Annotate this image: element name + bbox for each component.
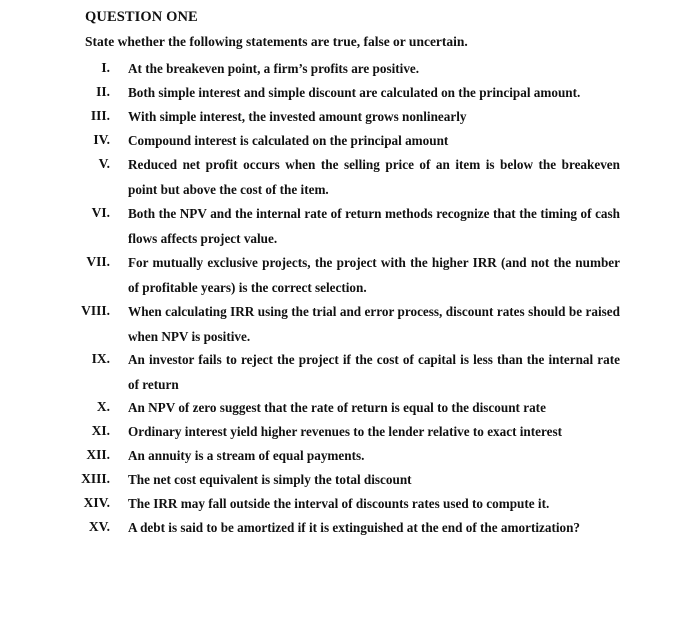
item-numeral: X. — [96, 399, 110, 414]
item-numeral: IV. — [93, 132, 110, 147]
item-text: Both simple interest and simple discount are calculated on the principal amount. — [128, 85, 581, 100]
item-numeral: XIV. — [83, 495, 110, 510]
item-numeral: XV. — [88, 519, 110, 534]
item-text: Ordinary interest yield higher revenues to the lender relative to exact interest — [128, 424, 563, 439]
item-text: Reduced net profit occurs when the selling price of an item is below the breakeven point but above the cost of the item. — [128, 157, 620, 197]
item-text: With simple interest, the invested amount grows nonlinearly — [128, 109, 467, 124]
item-numeral: XI. — [91, 423, 110, 438]
item-numeral: II. — [96, 84, 110, 99]
item-text: An annuity is a stream of equal payments. — [128, 448, 365, 463]
item-numeral: V. — [98, 156, 110, 171]
item-numeral: XIII. — [81, 471, 110, 486]
item-text: Both the NPV and the internal rate of return methods recognize that the timing of cash flows affects project value. — [128, 206, 620, 246]
item-numeral: I. — [101, 60, 110, 75]
item-text: A debt is said to be amortized if it is extinguished at the end of the amortization? — [128, 520, 581, 535]
item-text: Compound interest is calculated on the principal amount — [128, 133, 449, 148]
item-numeral: IX. — [91, 351, 110, 366]
item-text: An NPV of zero suggest that the rate of return is equal to the discount rate — [128, 400, 546, 415]
item-numeral: XII. — [86, 447, 110, 462]
item-text: At the breakeven point, a firm’s profits are positive. — [128, 61, 420, 76]
item-numeral: III. — [90, 108, 110, 123]
item-numeral: VIII. — [81, 303, 110, 318]
item-numeral: VI. — [91, 205, 110, 220]
item-text: For mutually exclusive projects, the project with the higher IRR (and not the number of profitable years) is the correct selection. — [128, 255, 620, 295]
item-text: When calculating IRR using the trial and error process, discount rates should be raised when NPV is positive. — [128, 304, 620, 344]
item-numeral: VII. — [86, 254, 110, 269]
question-instruction: State whether the following statements are true, false or uncertain. — [85, 34, 468, 49]
item-text: An investor fails to reject the project if the cost of capital is less than the internal rate of return — [128, 352, 620, 392]
question-heading: QUESTION ONE — [85, 9, 198, 25]
item-text: The net cost equivalent is simply the total discount — [128, 472, 412, 487]
item-text: The IRR may fall outside the interval of discounts rates used to compute it. — [128, 496, 550, 511]
